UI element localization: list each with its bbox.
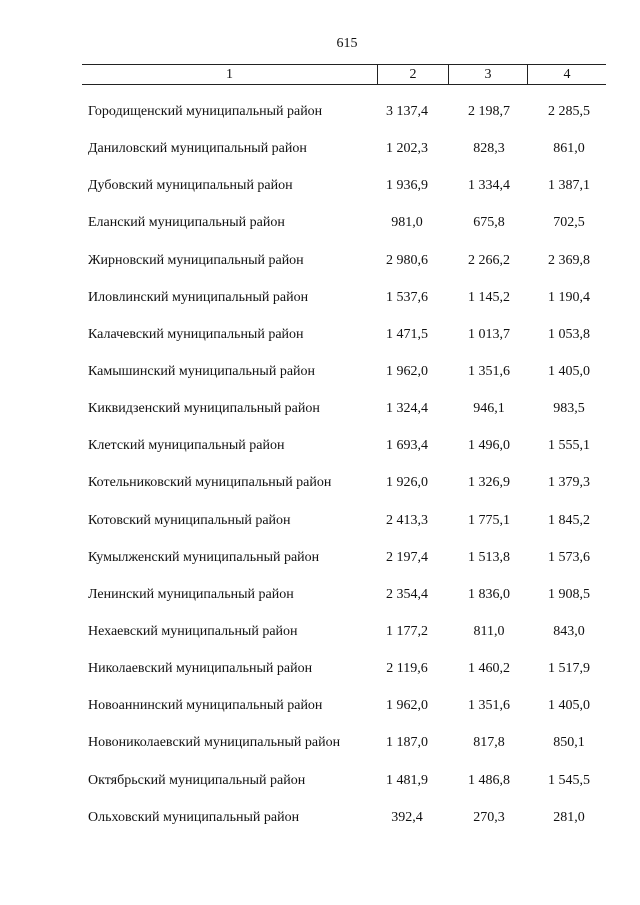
value-column-3: 1 486,8 — [468, 772, 510, 788]
value-column-4: 1 555,1 — [548, 438, 590, 454]
table-row — [0, 584, 640, 621]
value-column-4: 983,5 — [553, 401, 585, 417]
value-column-4: 1 405,0 — [548, 363, 590, 379]
table-row — [0, 621, 640, 658]
value-column-2: 1 177,2 — [386, 623, 428, 639]
table-row — [0, 101, 640, 138]
value-column-3: 1 351,6 — [468, 698, 510, 714]
district-name: Дубовский муниципальный район — [88, 178, 293, 194]
district-name: Новоаннинский муниципальный район — [88, 698, 323, 714]
value-column-3: 2 266,2 — [468, 252, 510, 268]
district-name: Клетский муниципальный район — [88, 438, 285, 454]
table-row — [0, 212, 640, 249]
value-column-3: 1 513,8 — [468, 549, 510, 565]
table-row — [0, 547, 640, 584]
district-name: Котовский муниципальный район — [88, 512, 291, 528]
value-column-3: 1 775,1 — [468, 512, 510, 528]
district-name: Кумылженский муниципальный район — [88, 549, 320, 565]
district-name: Жирновский муниципальный район — [88, 252, 304, 268]
district-name: Октябрьский муниципальный район — [88, 772, 306, 788]
district-name: Ольховский муниципальный район — [88, 809, 300, 825]
value-column-4: 1 379,3 — [548, 475, 590, 491]
value-column-2: 1 962,0 — [386, 363, 428, 379]
value-column-4: 1 053,8 — [548, 326, 590, 342]
value-column-4: 281,0 — [553, 809, 585, 825]
column-header-2: 2 — [377, 65, 448, 84]
value-column-3: 1 496,0 — [468, 438, 510, 454]
value-column-2: 1 962,0 — [386, 698, 428, 714]
value-column-2: 1 537,6 — [386, 289, 428, 305]
district-name: Ленинский муниципальный район — [88, 586, 294, 602]
district-name: Котельниковский муниципальный район — [88, 475, 332, 491]
value-column-3: 1 145,2 — [468, 289, 510, 305]
value-column-4: 1 387,1 — [548, 178, 590, 194]
table-row — [0, 510, 640, 547]
table-row — [0, 175, 640, 212]
value-column-2: 1 202,3 — [386, 141, 428, 157]
table-body — [0, 101, 640, 844]
value-column-2: 2 119,6 — [386, 661, 428, 677]
table-row — [0, 287, 640, 324]
table-row — [0, 398, 640, 435]
value-column-4: 843,0 — [553, 623, 585, 639]
value-column-4: 1 545,5 — [548, 772, 590, 788]
value-column-3: 1 326,9 — [468, 475, 510, 491]
value-column-4: 850,1 — [553, 735, 585, 751]
value-column-2: 2 980,6 — [386, 252, 428, 268]
table-row — [0, 807, 640, 844]
page-number: 615 — [336, 36, 358, 51]
value-column-3: 1 334,4 — [468, 178, 510, 194]
value-column-3: 270,3 — [473, 809, 505, 825]
column-header-3: 3 — [448, 65, 527, 84]
value-column-2: 2 413,3 — [386, 512, 428, 528]
table-row — [0, 732, 640, 769]
district-name: Николаевский муниципальный район — [88, 661, 313, 677]
district-name: Нехаевский муниципальный район — [88, 623, 298, 639]
value-column-4: 702,5 — [553, 215, 585, 231]
value-column-3: 817,8 — [473, 735, 505, 751]
table-row — [0, 658, 640, 695]
table-header — [82, 64, 606, 85]
value-column-3: 1 460,2 — [468, 661, 510, 677]
table-row — [0, 472, 640, 509]
table-row — [0, 695, 640, 732]
value-column-2: 1 936,9 — [386, 178, 428, 194]
value-column-3: 1 351,6 — [468, 363, 510, 379]
value-column-3: 1 013,7 — [468, 326, 510, 342]
value-column-4: 1 908,5 — [548, 586, 590, 602]
district-name: Городищенский муниципальный район — [88, 104, 323, 119]
value-column-4: 1 517,9 — [548, 661, 590, 677]
district-name: Еланский муниципальный район — [88, 215, 285, 231]
value-column-4: 1 190,4 — [548, 289, 590, 305]
value-column-3: 2 198,7 — [468, 104, 510, 119]
table-row — [0, 324, 640, 361]
value-column-3: 946,1 — [473, 401, 505, 417]
value-column-2: 392,4 — [391, 809, 423, 825]
district-name: Камышинский муниципальный район — [88, 363, 316, 379]
table-row — [0, 435, 640, 472]
value-column-3: 811,0 — [473, 623, 505, 639]
value-column-2: 1 693,4 — [386, 438, 428, 454]
value-column-2: 1 481,9 — [386, 772, 428, 788]
value-column-4: 861,0 — [553, 141, 585, 157]
value-column-4: 2 285,5 — [548, 104, 590, 119]
column-header-4: 4 — [527, 65, 606, 84]
column-header-1: 1 — [226, 67, 233, 82]
value-column-3: 828,3 — [473, 141, 505, 157]
value-column-3: 1 836,0 — [468, 586, 510, 602]
value-column-4: 1 405,0 — [548, 698, 590, 714]
table-row — [0, 138, 640, 175]
table-row — [0, 250, 640, 287]
value-column-2: 1 926,0 — [386, 475, 428, 491]
district-name: Киквидзенский муниципальный район — [88, 401, 320, 417]
value-column-4: 1 845,2 — [548, 512, 590, 528]
table-row — [0, 361, 640, 398]
value-column-2: 1 187,0 — [386, 735, 428, 751]
district-name: Даниловский муниципальный район — [88, 141, 307, 157]
value-column-2: 2 354,4 — [386, 586, 428, 602]
value-column-2: 981,0 — [391, 215, 423, 231]
value-column-4: 2 369,8 — [548, 252, 590, 268]
value-column-3: 675,8 — [473, 215, 505, 231]
table-row — [0, 770, 640, 807]
district-name: Калачевский муниципальный район — [88, 326, 304, 342]
district-name: Иловлинский муниципальный район — [88, 289, 309, 305]
value-column-2: 3 137,4 — [386, 104, 428, 119]
district-name: Новониколаевский муниципальный район — [88, 735, 341, 751]
value-column-4: 1 573,6 — [548, 549, 590, 565]
value-column-2: 1 471,5 — [386, 326, 428, 342]
value-column-2: 2 197,4 — [386, 549, 428, 565]
value-column-2: 1 324,4 — [386, 401, 428, 417]
